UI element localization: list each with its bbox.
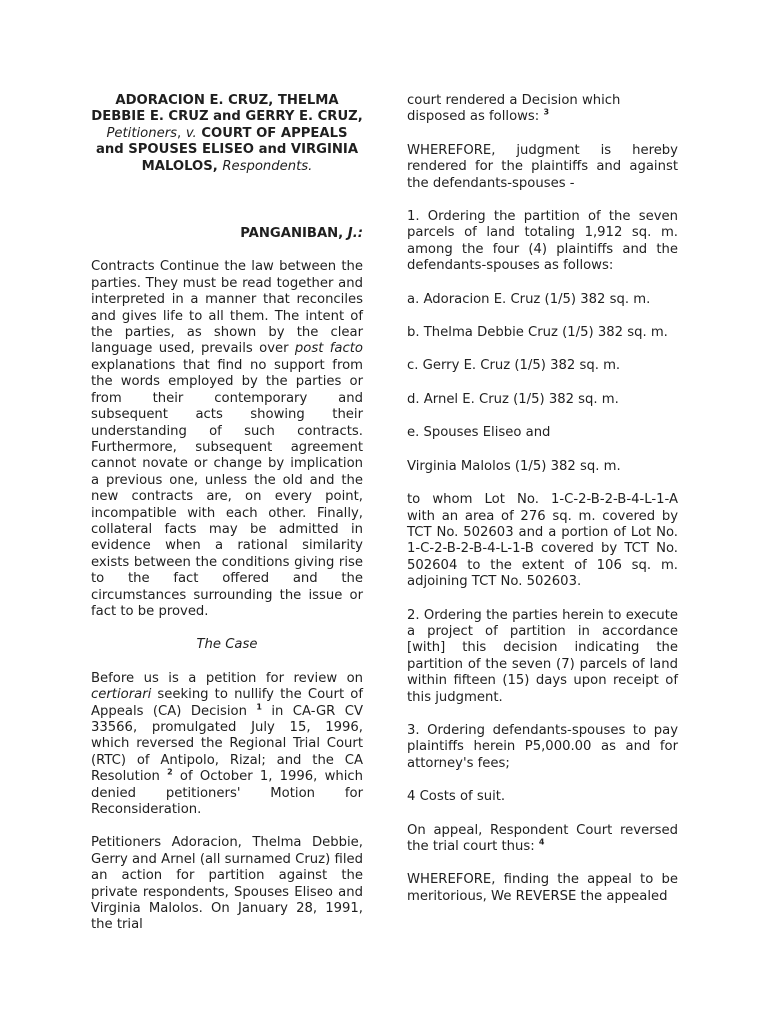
versus-label: v. — [185, 125, 197, 141]
case-title: ADORACION E. CRUZ, THELMA DEBBIE E. CRUZ and GERRY E. CRUZ, Petitioners, v. COURT OF APPEALS and SPOUSES ELISEO and VIRGINIA MALOLOS, Respondents. — [91, 93, 363, 174]
left-column — [91, 93, 363, 951]
respondents-names: COURT OF APPEALS and SPOUSES ELISEO and VIRGINIA MALOLOS, — [95, 125, 359, 174]
footnote-ref-1[interactable]: 1 — [256, 702, 262, 712]
share-e-continued: Virginia Malolos (1/5) 382 sq. m. — [407, 458, 621, 474]
footnote-ref-3[interactable]: 3 — [543, 108, 550, 118]
petitioners-names: ADORACION E. CRUZ, THELMA DEBBIE E. CRUZ and GERRY E. CRUZ, — [91, 93, 363, 125]
footnote-ref-4[interactable]: 4 — [538, 837, 545, 847]
continuation-paragraph: court rendered a Decision which disposed as follows: $^3$ — [407, 93, 621, 125]
wherefore-paragraph-2: WHEREFORE, finding the appeal to be meritorious, We REVERSE the appealed — [407, 872, 678, 904]
italic-post-facto: post facto — [294, 341, 363, 357]
item-2: 2. Ordering the parties herein to execute a project of partition in accordance [with] this decision indicating the partition of the seven (7) parcels of land within fifteen (15) days upon receipt of this judgment. — [407, 607, 678, 705]
share-d: d. Arnel E. Cruz (1/5) 382 sq. m. — [407, 391, 619, 407]
respondents-label: Respondents. — [222, 158, 313, 174]
right-column — [407, 93, 678, 922]
share-b: b. Thelma Debbie Cruz (1/5) 382 sq. m. — [407, 325, 668, 341]
appeal-paragraph: On appeal, Respondent Court reversed the trial court thus: $^4$ — [407, 822, 678, 854]
lot-paragraph: to whom Lot No. 1-C-2-B-2-B-4-L-1-A with an area of 276 sq. m. covered by TCT No. 502603 and a portion of Lot No. 1-C-2-B-2-B-4-L-1-B covered by TCT No. 502604 to the extent of 106 sq. m. adjoining TCT No. 502603. — [407, 492, 678, 590]
item-4: 4 Costs of suit. — [407, 789, 506, 805]
ponente-name: PANGANIBAN, — [240, 226, 344, 242]
facts-paragraph: Petitioners Adoracion, Thelma Debbie, Gerry and Arnel (all surnamed Cruz) filed an action for partition against the private respondents, Spouses Eliseo and Virginia Malolos. On January 28, 1991, the trial — [91, 835, 363, 933]
item-1: 1. Ordering the partition of the seven parcels of land totaling 1,912 sq. m. among the four (4) plaintiffs and the defendants-spouses as follows: — [407, 209, 678, 274]
share-a: a. Adoracion E. Cruz (1/5) 382 sq. m. — [407, 291, 651, 307]
share-c: c. Gerry E. Cruz (1/5) 382 sq. m. — [407, 358, 621, 374]
ponente — [91, 226, 363, 242]
petitioners-label: Petitioners — [106, 125, 178, 141]
footnote-ref-2[interactable]: 2 — [167, 767, 173, 777]
wherefore-paragraph-1: WHEREFORE, judgment is hereby rendered for the plaintiffs and against the defendants-spouses - — [407, 142, 678, 191]
ponente-suffix: J.: — [347, 226, 363, 242]
intro-paragraph: Contracts Continue the law between the parties. They must be read together and interpreted in a manner that reconciles and gives life to all them. The intent of the parties, as shown by the clear language used, prevails over post facto explanations that find no support from the words employed by the parties or from their contemporary and subsequent acts showing their understanding of such contracts. Furthermore, subsequent agreement cannot novate or change by implication a previous one, unless the old and the new contracts are, on every point, incompatible with each other. Finally, collateral facts may be admitted in evidence when a rational similarity exists between the conditions giving rise to the fact offered and the circumstances surrounding the issue or fact to be proved. — [91, 259, 363, 619]
case-paragraph: Before us is a petition for review on certiorari seeking to nullify the Court of Appeals (CA) Decision $^1$ in CA-GR CV 33566, promulgated July 15, 1996, which reversed the Regional Trial Court (RTC) of Antipolo, Rizal; and the CA Resolution $^2$ of October 1, 1996, which denied petitioners' Motion for Reconsideration. — [91, 670, 363, 818]
item-3: 3. Ordering defendants-spouses to pay plaintiffs herein P5,000.00 as and for attorney's fees; — [407, 722, 678, 771]
section-heading: The Case — [196, 637, 258, 653]
italic-certiorari: certiorari — [91, 687, 152, 703]
share-e: e. Spouses Eliseo and — [407, 425, 551, 441]
